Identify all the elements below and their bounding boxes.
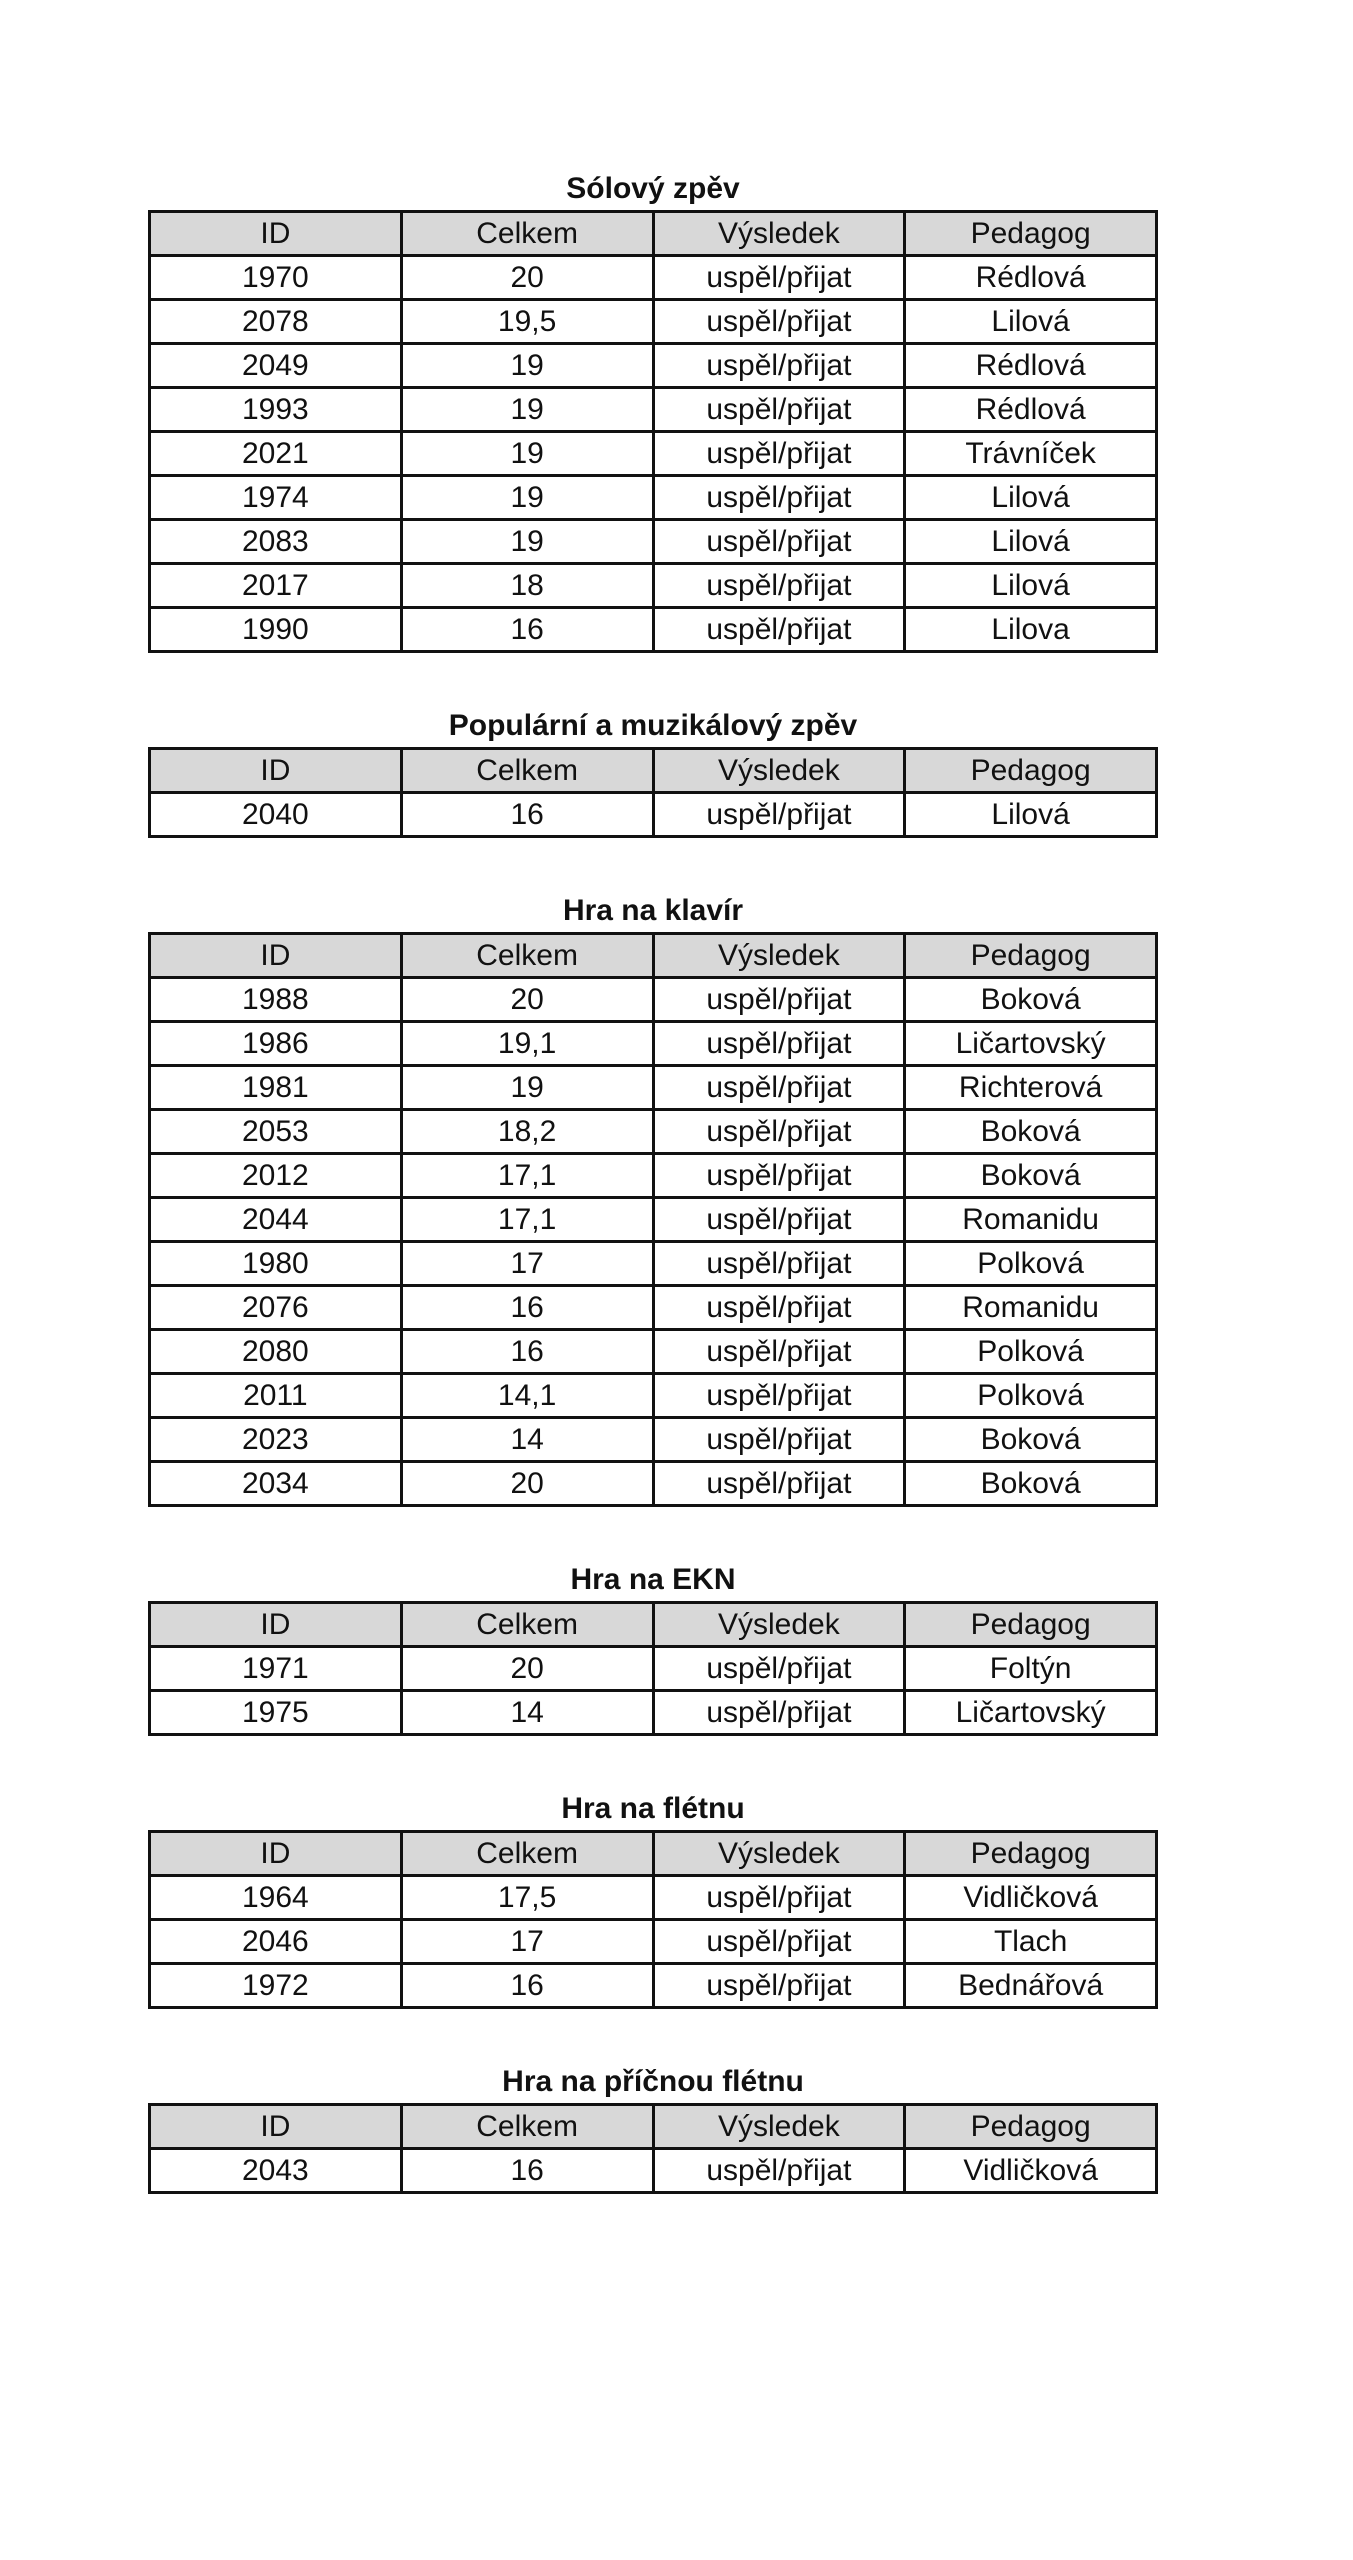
vysledek-cell: uspěl/přijat bbox=[653, 1647, 905, 1691]
pedagog-cell: Rédlová bbox=[905, 344, 1157, 388]
celkem-cell: 19,1 bbox=[401, 1022, 653, 1066]
section-spacer bbox=[148, 2009, 1158, 2053]
vysledek-cell: uspěl/přijat bbox=[653, 300, 905, 344]
table-row bbox=[150, 520, 1157, 564]
table-row bbox=[150, 432, 1157, 476]
pedagog-cell: Foltýn bbox=[905, 1647, 1157, 1691]
results-section bbox=[148, 697, 1158, 838]
table-row bbox=[150, 1876, 1157, 1920]
celkem-cell: 20 bbox=[401, 1647, 653, 1691]
pedagog-cell: Rédlová bbox=[905, 388, 1157, 432]
vysledek-cell: uspěl/přijat bbox=[653, 1154, 905, 1198]
results-section bbox=[148, 1780, 1158, 2009]
id-cell: 2080 bbox=[150, 1330, 402, 1374]
id-cell: 2046 bbox=[150, 1920, 402, 1964]
pedagog-cell: Lilová bbox=[905, 476, 1157, 520]
pedagog-header: Pedagog bbox=[905, 212, 1157, 256]
vysledek-header: Výsledek bbox=[653, 1832, 905, 1876]
vysledek-header: Výsledek bbox=[653, 1603, 905, 1647]
id-cell: 1971 bbox=[150, 1647, 402, 1691]
pedagog-cell: Tlach bbox=[905, 1920, 1157, 1964]
results-table bbox=[148, 2103, 1158, 2194]
celkem-cell: 17,1 bbox=[401, 1154, 653, 1198]
table-row bbox=[150, 2149, 1157, 2193]
id-cell: 1980 bbox=[150, 1242, 402, 1286]
id-header: ID bbox=[150, 749, 402, 793]
celkem-cell: 19 bbox=[401, 388, 653, 432]
id-cell: 1993 bbox=[150, 388, 402, 432]
celkem-cell: 20 bbox=[401, 978, 653, 1022]
pedagog-cell: Trávníček bbox=[905, 432, 1157, 476]
celkem-cell: 16 bbox=[401, 1286, 653, 1330]
table-row bbox=[150, 1462, 1157, 1506]
celkem-cell: 19 bbox=[401, 476, 653, 520]
celkem-cell: 19 bbox=[401, 520, 653, 564]
id-cell: 1964 bbox=[150, 1876, 402, 1920]
results-section bbox=[148, 1551, 1158, 1736]
table-row bbox=[150, 793, 1157, 837]
pedagog-cell: Polková bbox=[905, 1374, 1157, 1418]
id-cell: 1986 bbox=[150, 1022, 402, 1066]
vysledek-header: Výsledek bbox=[653, 2105, 905, 2149]
results-section bbox=[148, 2053, 1158, 2194]
celkem-cell: 19 bbox=[401, 432, 653, 476]
pedagog-cell: Lilová bbox=[905, 564, 1157, 608]
id-cell: 2043 bbox=[150, 2149, 402, 2193]
table-row bbox=[150, 1647, 1157, 1691]
id-header: ID bbox=[150, 934, 402, 978]
id-header: ID bbox=[150, 212, 402, 256]
id-cell: 1972 bbox=[150, 1964, 402, 2008]
vysledek-cell: uspěl/přijat bbox=[653, 1198, 905, 1242]
table-row bbox=[150, 978, 1157, 1022]
table-row bbox=[150, 608, 1157, 652]
pedagog-header: Pedagog bbox=[905, 1832, 1157, 1876]
celkem-cell: 16 bbox=[401, 2149, 653, 2193]
table-row bbox=[150, 1198, 1157, 1242]
pedagog-cell: Polková bbox=[905, 1330, 1157, 1374]
vysledek-cell: uspěl/přijat bbox=[653, 1286, 905, 1330]
id-cell: 2078 bbox=[150, 300, 402, 344]
vysledek-cell: uspěl/přijat bbox=[653, 564, 905, 608]
table-row bbox=[150, 1110, 1157, 1154]
pedagog-cell: Lilová bbox=[905, 520, 1157, 564]
vysledek-cell: uspěl/přijat bbox=[653, 1876, 905, 1920]
vysledek-cell: uspěl/přijat bbox=[653, 1964, 905, 2008]
header-row bbox=[150, 2105, 1157, 2149]
results-table bbox=[148, 210, 1158, 653]
celkem-cell: 18 bbox=[401, 564, 653, 608]
id-cell: 1990 bbox=[150, 608, 402, 652]
table-row bbox=[150, 1242, 1157, 1286]
vysledek-cell: uspěl/přijat bbox=[653, 388, 905, 432]
celkem-cell: 19,5 bbox=[401, 300, 653, 344]
pedagog-cell: Lilová bbox=[905, 793, 1157, 837]
celkem-cell: 14 bbox=[401, 1691, 653, 1735]
vysledek-cell: uspěl/přijat bbox=[653, 256, 905, 300]
celkem-cell: 17 bbox=[401, 1920, 653, 1964]
section-title: Hra na flétnu bbox=[561, 1792, 745, 1825]
table-row bbox=[150, 1964, 1157, 2008]
vysledek-cell: uspěl/přijat bbox=[653, 1418, 905, 1462]
celkem-cell: 14,1 bbox=[401, 1374, 653, 1418]
vysledek-cell: uspěl/přijat bbox=[653, 432, 905, 476]
pedagog-cell: Richterová bbox=[905, 1066, 1157, 1110]
vysledek-cell: uspěl/přijat bbox=[653, 520, 905, 564]
table-row bbox=[150, 1330, 1157, 1374]
header-row bbox=[150, 934, 1157, 978]
vysledek-cell: uspěl/přijat bbox=[653, 978, 905, 1022]
celkem-cell: 16 bbox=[401, 608, 653, 652]
table-row bbox=[150, 256, 1157, 300]
id-cell: 2040 bbox=[150, 793, 402, 837]
table-row bbox=[150, 476, 1157, 520]
section-title: Hra na klavír bbox=[562, 894, 744, 927]
celkem-cell: 19 bbox=[401, 344, 653, 388]
section-title: Hra na EKN bbox=[570, 1563, 736, 1596]
pedagog-cell: Vidličková bbox=[905, 1876, 1157, 1920]
table-row bbox=[150, 1022, 1157, 1066]
pedagog-cell: Rédlová bbox=[905, 256, 1157, 300]
id-cell: 1975 bbox=[150, 1691, 402, 1735]
pedagog-header: Pedagog bbox=[905, 749, 1157, 793]
results-table bbox=[148, 1830, 1158, 2009]
pedagog-cell: Boková bbox=[905, 978, 1157, 1022]
celkem-header: Celkem bbox=[401, 212, 653, 256]
pedagog-cell: Boková bbox=[905, 1418, 1157, 1462]
celkem-cell: 16 bbox=[401, 793, 653, 837]
pedagog-cell: Boková bbox=[905, 1462, 1157, 1506]
vysledek-cell: uspěl/přijat bbox=[653, 1110, 905, 1154]
table-row bbox=[150, 1066, 1157, 1110]
vysledek-cell: uspěl/přijat bbox=[653, 608, 905, 652]
table-row bbox=[150, 1374, 1157, 1418]
pedagog-cell: Boková bbox=[905, 1110, 1157, 1154]
results-table bbox=[148, 747, 1158, 838]
celkem-cell: 20 bbox=[401, 1462, 653, 1506]
pedagog-cell: Ličartovský bbox=[905, 1022, 1157, 1066]
vysledek-header: Výsledek bbox=[653, 212, 905, 256]
celkem-header: Celkem bbox=[401, 1832, 653, 1876]
celkem-cell: 14 bbox=[401, 1418, 653, 1462]
vysledek-cell: uspěl/přijat bbox=[653, 1242, 905, 1286]
celkem-header: Celkem bbox=[401, 934, 653, 978]
header-row bbox=[150, 1832, 1157, 1876]
section-title: Populární a muzikálový zpěv bbox=[448, 709, 858, 742]
id-cell: 2017 bbox=[150, 564, 402, 608]
table-row bbox=[150, 1418, 1157, 1462]
pedagog-cell: Vidličková bbox=[905, 2149, 1157, 2193]
id-header: ID bbox=[150, 1832, 402, 1876]
celkem-header: Celkem bbox=[401, 1603, 653, 1647]
vysledek-cell: uspěl/přijat bbox=[653, 1330, 905, 1374]
table-row bbox=[150, 1286, 1157, 1330]
id-cell: 2034 bbox=[150, 1462, 402, 1506]
celkem-cell: 16 bbox=[401, 1330, 653, 1374]
celkem-cell: 20 bbox=[401, 256, 653, 300]
table-row bbox=[150, 564, 1157, 608]
vysledek-cell: uspěl/přijat bbox=[653, 793, 905, 837]
results-table bbox=[148, 932, 1158, 1507]
celkem-cell: 19 bbox=[401, 1066, 653, 1110]
celkem-cell: 18,2 bbox=[401, 1110, 653, 1154]
pedagog-cell: Lilová bbox=[905, 300, 1157, 344]
vysledek-cell: uspěl/přijat bbox=[653, 476, 905, 520]
id-header: ID bbox=[150, 1603, 402, 1647]
celkem-cell: 16 bbox=[401, 1964, 653, 2008]
pedagog-cell: Polková bbox=[905, 1242, 1157, 1286]
vysledek-cell: uspěl/přijat bbox=[653, 344, 905, 388]
pedagog-header: Pedagog bbox=[905, 1603, 1157, 1647]
vysledek-cell: uspěl/přijat bbox=[653, 2149, 905, 2193]
pedagog-cell: Romanidu bbox=[905, 1286, 1157, 1330]
header-row bbox=[150, 212, 1157, 256]
id-cell: 2083 bbox=[150, 520, 402, 564]
pedagog-cell: Bednářová bbox=[905, 1964, 1157, 2008]
table-row bbox=[150, 1691, 1157, 1735]
table-row bbox=[150, 344, 1157, 388]
table-row bbox=[150, 1154, 1157, 1198]
section-title: Sólový zpěv bbox=[566, 172, 740, 205]
vysledek-header: Výsledek bbox=[653, 749, 905, 793]
id-cell: 2023 bbox=[150, 1418, 402, 1462]
pedagog-cell: Romanidu bbox=[905, 1198, 1157, 1242]
pedagog-cell: Boková bbox=[905, 1154, 1157, 1198]
vysledek-header: Výsledek bbox=[653, 934, 905, 978]
id-cell: 1974 bbox=[150, 476, 402, 520]
celkem-cell: 17,5 bbox=[401, 1876, 653, 1920]
celkem-header: Celkem bbox=[401, 2105, 653, 2149]
id-cell: 2012 bbox=[150, 1154, 402, 1198]
results-document bbox=[148, 160, 1158, 2194]
table-row bbox=[150, 1920, 1157, 1964]
id-cell: 2049 bbox=[150, 344, 402, 388]
table-row bbox=[150, 388, 1157, 432]
pedagog-cell: Lilova bbox=[905, 608, 1157, 652]
results-section bbox=[148, 160, 1158, 653]
section-spacer bbox=[148, 1507, 1158, 1551]
id-cell: 2053 bbox=[150, 1110, 402, 1154]
celkem-cell: 17,1 bbox=[401, 1198, 653, 1242]
id-cell: 1970 bbox=[150, 256, 402, 300]
vysledek-cell: uspěl/přijat bbox=[653, 1691, 905, 1735]
vysledek-cell: uspěl/přijat bbox=[653, 1374, 905, 1418]
vysledek-cell: uspěl/přijat bbox=[653, 1066, 905, 1110]
vysledek-cell: uspěl/přijat bbox=[653, 1920, 905, 1964]
header-row bbox=[150, 749, 1157, 793]
pedagog-header: Pedagog bbox=[905, 934, 1157, 978]
table-row bbox=[150, 300, 1157, 344]
id-cell: 1981 bbox=[150, 1066, 402, 1110]
pedagog-header: Pedagog bbox=[905, 2105, 1157, 2149]
id-cell: 2011 bbox=[150, 1374, 402, 1418]
celkem-header: Celkem bbox=[401, 749, 653, 793]
vysledek-cell: uspěl/přijat bbox=[653, 1022, 905, 1066]
id-cell: 2044 bbox=[150, 1198, 402, 1242]
vysledek-cell: uspěl/přijat bbox=[653, 1462, 905, 1506]
pedagog-cell: Ličartovský bbox=[905, 1691, 1157, 1735]
id-cell: 1988 bbox=[150, 978, 402, 1022]
section-title: Hra na příčnou flétnu bbox=[502, 2065, 804, 2098]
header-row bbox=[150, 1603, 1157, 1647]
celkem-cell: 17 bbox=[401, 1242, 653, 1286]
id-cell: 2076 bbox=[150, 1286, 402, 1330]
id-cell: 2021 bbox=[150, 432, 402, 476]
results-table bbox=[148, 1601, 1158, 1736]
section-spacer bbox=[148, 838, 1158, 882]
section-spacer bbox=[148, 653, 1158, 697]
section-spacer bbox=[148, 1736, 1158, 1780]
id-header: ID bbox=[150, 2105, 402, 2149]
results-section bbox=[148, 882, 1158, 1507]
